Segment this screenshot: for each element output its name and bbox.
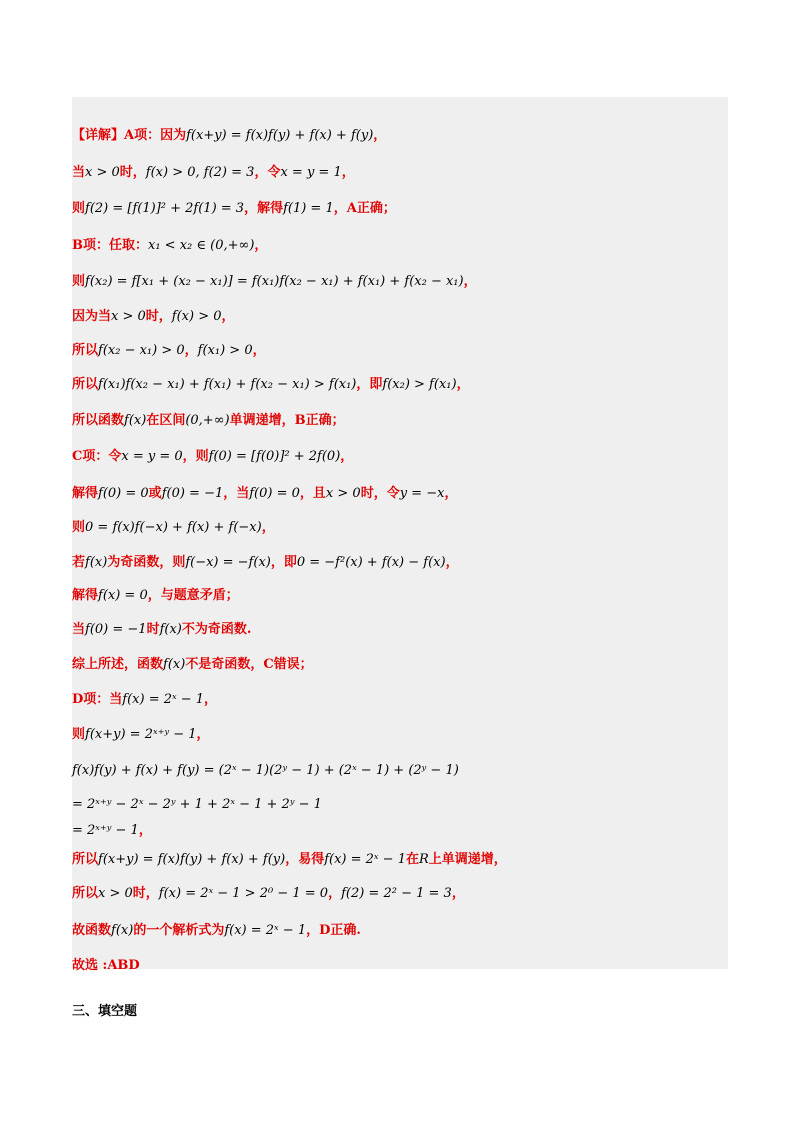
solution-text: ，A正确； bbox=[333, 201, 396, 216]
math-expression: y = −x bbox=[399, 486, 445, 501]
solution-text: 时， bbox=[132, 886, 159, 901]
solution-text: ， bbox=[445, 555, 459, 570]
math-expression: f(x) = 2ˣ − 1 bbox=[324, 852, 406, 867]
solution-text: 当 bbox=[72, 165, 86, 180]
math-expression: f(0) = [f(0)]² + 2f(0) bbox=[208, 449, 341, 464]
math-expression: f(x₂ − x₁) > 0 bbox=[98, 343, 185, 358]
solution-line bbox=[72, 586, 728, 606]
solution-line bbox=[72, 655, 728, 675]
solution-line bbox=[72, 921, 728, 941]
solution-text: 的一个解析式为 bbox=[133, 923, 225, 938]
solution-line bbox=[72, 484, 728, 504]
solution-text: ，令 bbox=[254, 165, 281, 180]
math-expression: f(x) bbox=[163, 657, 186, 672]
solution-text: ， bbox=[204, 692, 218, 707]
solution-text: ，则 bbox=[182, 449, 209, 464]
math-expression: f(−x) = −f(x) bbox=[185, 555, 271, 570]
solution-line bbox=[72, 850, 728, 870]
solution-text: 或 bbox=[148, 486, 162, 501]
solution-text: ， bbox=[444, 486, 458, 501]
solution-line bbox=[72, 411, 728, 431]
solution-text: 故函数 bbox=[72, 923, 112, 938]
solution-text: ， bbox=[252, 343, 266, 358]
math-expression: x > 0 bbox=[325, 486, 361, 501]
solution-line bbox=[72, 341, 728, 361]
solution-text: 时， bbox=[145, 309, 172, 324]
math-expression: f(x) bbox=[85, 555, 108, 570]
solution-text: 在区间 bbox=[146, 413, 186, 428]
solution-text: 在 bbox=[405, 852, 419, 867]
math-expression: f(0) = −1 bbox=[161, 486, 224, 501]
solution-text: ， bbox=[373, 128, 387, 143]
solution-line bbox=[72, 795, 728, 815]
solution-text: 若 bbox=[72, 555, 86, 570]
solution-text: ， bbox=[261, 520, 275, 535]
solution-text: ， bbox=[451, 886, 465, 901]
solution-text: ， bbox=[184, 343, 198, 358]
solution-text: ，易得 bbox=[285, 852, 325, 867]
solution-text: 上单调递增， bbox=[428, 852, 507, 867]
math-expression: f(2) = [f(1)]² + 2f(1) = 3 bbox=[85, 201, 245, 216]
solution-line bbox=[72, 272, 728, 292]
solution-text: 则 bbox=[72, 201, 86, 216]
solution-line bbox=[72, 375, 728, 395]
solution-line bbox=[72, 307, 728, 327]
solution-text: ， bbox=[463, 274, 477, 289]
solution-text: 不是奇函数，C错误； bbox=[185, 657, 313, 672]
solution-text: 所以 bbox=[72, 852, 99, 867]
math-expression: f(x) > 0, f(2) = 3 bbox=[145, 165, 255, 180]
solution-text: ， bbox=[254, 238, 268, 253]
solution-line bbox=[72, 518, 728, 538]
solution-text: 时，令 bbox=[360, 486, 400, 501]
math-expression: f(x)f(y) + f(x) + f(y) = (2ˣ − 1)(2ʸ − 1) + (2ˣ − 1) + (2ʸ − 1) bbox=[72, 763, 459, 778]
math-expression: x = y = 1 bbox=[280, 165, 342, 180]
solution-text: ，即 bbox=[356, 377, 383, 392]
solution-line bbox=[72, 620, 728, 640]
math-expression: f(x+y) = 2ˣ⁺ʸ − 1 bbox=[85, 727, 197, 742]
solution-line bbox=[72, 956, 728, 976]
math-expression: 0 = −f²(x) + f(x) − f(x) bbox=[296, 555, 446, 570]
solution-text: 综上所述，函数 bbox=[72, 657, 164, 672]
math-expression: = 2ˣ⁺ʸ − 1 bbox=[72, 823, 139, 838]
math-expression: f(x) = 2ˣ − 1 bbox=[122, 692, 205, 707]
section-heading: 三、填空题 bbox=[72, 1004, 138, 1019]
math-expression: f(x) = 2ˣ − 1 > 2⁰ − 1 = 0 bbox=[158, 886, 329, 901]
solution-text: ， bbox=[340, 449, 354, 464]
math-expression: f(x) = 2ˣ − 1 bbox=[224, 923, 307, 938]
solution-line bbox=[72, 447, 728, 467]
solution-text: 则 bbox=[72, 274, 86, 289]
solution-text: 不为奇函数. bbox=[181, 622, 252, 637]
solution-line bbox=[72, 821, 728, 841]
solution-text: 单调递增，B正确； bbox=[229, 413, 345, 428]
solution-line bbox=[72, 553, 728, 573]
math-expression: f(0) = 0 bbox=[249, 486, 300, 501]
math-expression: x = y = 0 bbox=[121, 449, 183, 464]
solution-text: ， bbox=[328, 886, 342, 901]
solution-text: ，与题意矛盾； bbox=[147, 588, 239, 603]
solution-text: 为奇函数，则 bbox=[107, 555, 186, 570]
math-expression: f(x) bbox=[159, 622, 182, 637]
math-expression: f(1) = 1 bbox=[283, 201, 334, 216]
solution-text: ， bbox=[221, 309, 235, 324]
solution-line bbox=[72, 761, 728, 781]
math-expression: x > 0 bbox=[85, 165, 120, 180]
math-expression: f(x+y) = f(x)f(y) + f(x) + f(y) bbox=[186, 128, 374, 143]
solution-text: 所以 bbox=[72, 886, 99, 901]
solution-text: 当 bbox=[72, 622, 86, 637]
math-expression: f(x₁) > 0 bbox=[197, 343, 253, 358]
solution-text: 故选 :ABD bbox=[72, 958, 140, 973]
solution-line bbox=[72, 725, 728, 745]
math-expression: f(x₁)f(x₂ − x₁) + f(x₁) + f(x₂ − x₁) > f(x₁) bbox=[98, 377, 357, 392]
math-expression: R bbox=[418, 852, 429, 867]
solution-text: 解得 bbox=[72, 588, 99, 603]
solution-text: 所以 bbox=[72, 343, 99, 358]
solution-line bbox=[72, 884, 728, 904]
math-expression: f(x+y) = f(x)f(y) + f(x) + f(y) bbox=[98, 852, 286, 867]
math-expression: f(0) = −1 bbox=[85, 622, 147, 637]
solution-text: 所以 bbox=[72, 377, 99, 392]
solution-text: 【详解】A项：因为 bbox=[72, 128, 187, 143]
math-expression: 0 = f(x)f(−x) + f(x) + f(−x) bbox=[85, 520, 262, 535]
solution-text: 时， bbox=[119, 165, 146, 180]
solution-text: ，D正确. bbox=[306, 923, 361, 938]
math-expression: f(x) bbox=[124, 413, 147, 428]
math-expression: f(x) bbox=[111, 923, 134, 938]
solution-line bbox=[72, 199, 728, 219]
solution-line bbox=[72, 236, 728, 256]
solution-text: B项：任取： bbox=[72, 238, 148, 253]
solution-text: 因为当 bbox=[72, 309, 112, 324]
solution-text: ，且 bbox=[299, 486, 326, 501]
math-expression: x > 0 bbox=[111, 309, 146, 324]
solution-line bbox=[72, 126, 728, 146]
math-expression: x > 0 bbox=[98, 886, 133, 901]
solution-text: ， bbox=[456, 377, 470, 392]
solution-text: 所以函数 bbox=[72, 413, 125, 428]
solution-line bbox=[72, 690, 728, 710]
math-expression: f(2) = 2² − 1 = 3 bbox=[341, 886, 452, 901]
solution-text: 时 bbox=[146, 622, 160, 637]
math-expression: = 2ˣ⁺ʸ − 2ˣ − 2ʸ + 1 + 2ˣ − 1 + 2ʸ − 1 bbox=[72, 797, 322, 812]
math-expression: f(x₂) = f[x₁ + (x₂ − x₁)] = f(x₁)f(x₂ − x₁) + f(x₁) + f(x₂ − x₁) bbox=[85, 274, 464, 289]
math-expression: x₁ < x₂ ∈ (0,+∞) bbox=[148, 238, 255, 253]
solution-text: ， bbox=[196, 727, 210, 742]
solution-text: D项：当 bbox=[72, 692, 123, 707]
solution-text: 则 bbox=[72, 520, 86, 535]
solution-text: ，当 bbox=[223, 486, 250, 501]
solution-text: ， bbox=[138, 823, 152, 838]
solution-text: ，即 bbox=[270, 555, 297, 570]
math-expression: f(x) = 0 bbox=[98, 588, 148, 603]
math-expression: f(x₂) > f(x₁) bbox=[382, 377, 457, 392]
math-expression: (0,+∞) bbox=[185, 413, 230, 428]
math-expression: f(x) > 0 bbox=[171, 309, 222, 324]
solution-text: 则 bbox=[72, 727, 86, 742]
solution-text: ，解得 bbox=[244, 201, 284, 216]
solution-text: C项：令 bbox=[72, 449, 122, 464]
solution-text: 解得 bbox=[72, 486, 99, 501]
solution-text: ， bbox=[341, 165, 355, 180]
solution-line bbox=[72, 163, 728, 183]
math-expression: f(0) = 0 bbox=[98, 486, 149, 501]
